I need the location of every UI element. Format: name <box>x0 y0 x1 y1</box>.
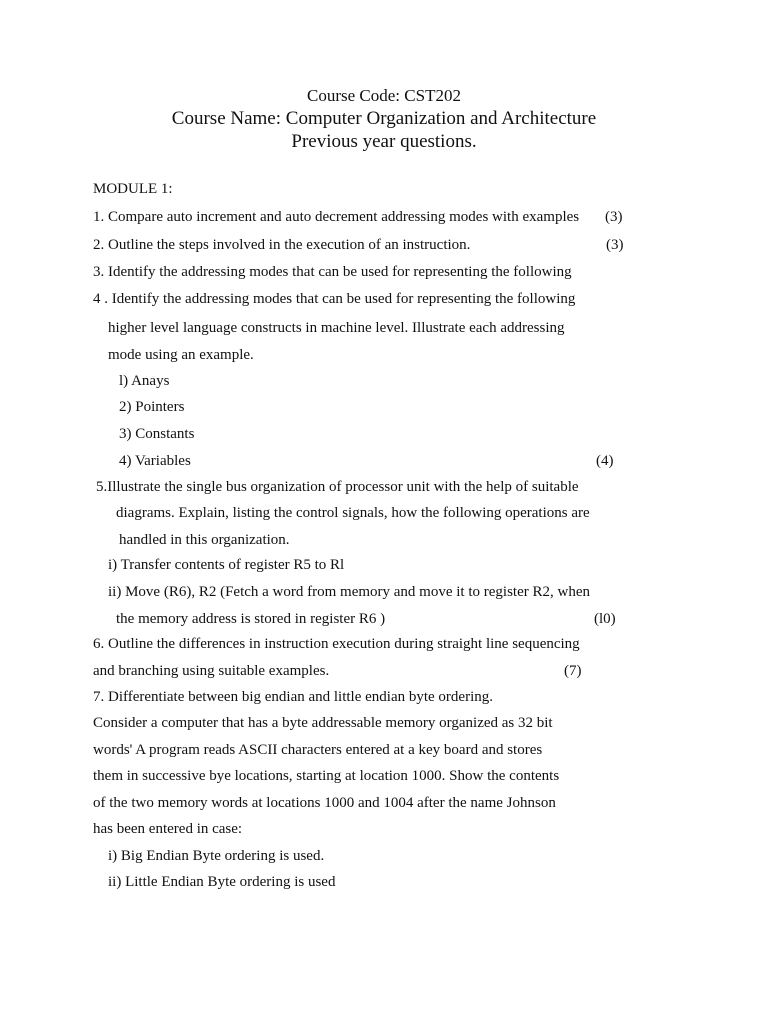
course-name: Course Name: Computer Organization and Architecture <box>171 108 597 129</box>
question-7-para-4: of the two memory words at locations 1000 and 1004 after the name Johnson <box>93 795 556 811</box>
question-5-line-1: 5.Illustrate the single bus organization of processor unit with the help of suitable <box>96 479 579 495</box>
page-subtitle: Previous year questions. <box>291 131 477 152</box>
question-2-text: 2. Outline the steps involved in the execution of an instruction. <box>93 237 471 253</box>
question-7-para-1: Consider a computer that has a byte addressable memory organized as 32 bit <box>93 715 553 731</box>
question-4-item-1: l) Anays <box>119 373 170 389</box>
question-7-sub-2: ii) Little Endian Byte ordering is used <box>108 874 336 890</box>
question-4-marks: (4) <box>596 453 614 469</box>
question-2-marks: (3) <box>606 237 624 253</box>
question-1-marks: (3) <box>605 209 623 225</box>
question-4-line-3: mode using an example. <box>108 347 254 363</box>
question-7-line-1: 7. Differentiate between big endian and little endian byte ordering. <box>93 689 493 705</box>
question-5-marks: (l0) <box>594 611 616 627</box>
module-heading: MODULE 1: <box>93 181 173 197</box>
question-7-para-5: has been entered in case: <box>93 821 243 837</box>
question-6-line-2: and branching using suitable examples. <box>93 663 330 679</box>
question-4-line-1: 4 . Identify the addressing modes that can be used for representing the following <box>93 291 576 307</box>
question-3-text: 3. Identify the addressing modes that can be used for representing the following <box>93 264 572 280</box>
question-4-line-2: higher level language constructs in machine level. Illustrate each addressing <box>108 320 565 336</box>
question-7-sub-1: i) Big Endian Byte ordering is used. <box>108 848 325 864</box>
question-5-line-3: handled in this organization. <box>119 532 290 548</box>
question-1-text: 1. Compare auto increment and auto decrement addressing modes with examples <box>93 209 580 225</box>
question-4-item-2: 2) Pointers <box>119 399 185 415</box>
question-5-sub-2b: the memory address is stored in register R6 ) <box>116 611 386 627</box>
question-6-line-1: 6. Outline the differences in instruction execution during straight line sequencing <box>93 636 580 652</box>
question-6-marks: (7) <box>564 663 582 679</box>
question-4-item-3: 3) Constants <box>119 426 195 442</box>
course-code: Course Code: CST202 <box>307 86 461 105</box>
question-5-sub-2a: ii) Move (R6), R2 (Fetch a word from memory and move it to register R2, when <box>108 584 590 600</box>
question-5-sub-1: i) Transfer contents of register R5 to Rl <box>108 557 345 573</box>
question-4-item-4: 4) Variables <box>119 453 191 469</box>
question-7-para-2: words' A program reads ASCII characters entered at a key board and stores <box>93 742 543 758</box>
question-5-line-2: diagrams. Explain, listing the control signals, how the following operations are <box>116 505 590 521</box>
question-7-para-3: them in successive bye locations, starting at location 1000. Show the contents <box>93 768 560 784</box>
